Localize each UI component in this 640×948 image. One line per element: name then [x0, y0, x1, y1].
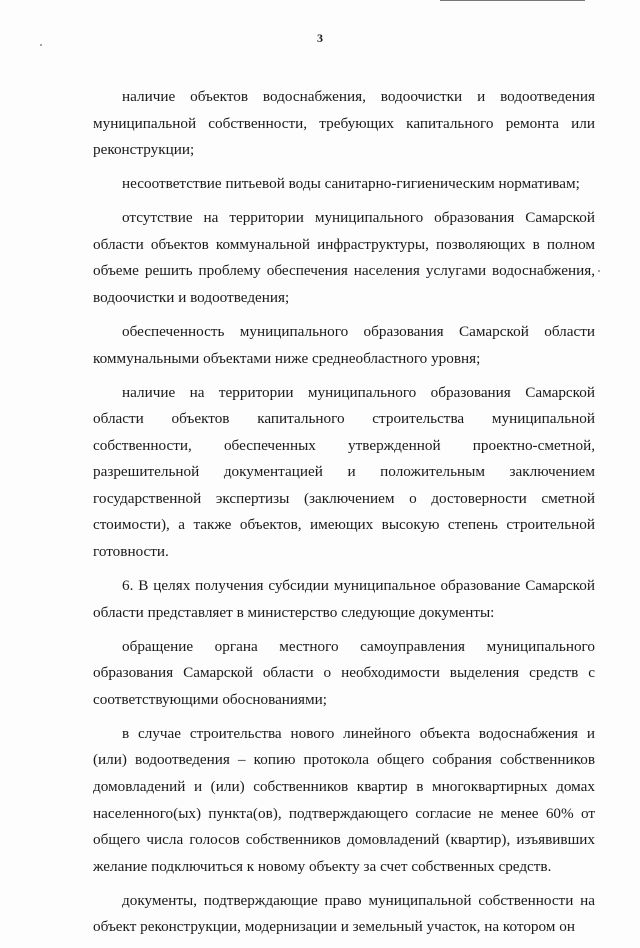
document-body — [93, 84, 595, 948]
page-number: 3 — [317, 31, 323, 45]
paragraph: несоответствие питьевой воды санитарно-гигиеническим нормативам; — [122, 175, 580, 193]
paragraph: документы, подтверждающие право муниципальной собственности на объект реконструкции, модернизации и земельный участок, на котором он — [93, 891, 595, 936]
paragraph: отсутствие на территории муниципального образования Самарской области объектов коммунальной инфраструктуры, позволяющих в полном объеме решить проблему обеспечения населения услугами водоснабжения, водоочистки и водоотведения; — [93, 209, 595, 306]
scan-speck — [598, 270, 600, 272]
paragraph: наличие объектов водоснабжения, водоочистки и водоотведения муниципальной собственности, требующих капитального ремонта или реконструкции; — [93, 88, 595, 159]
paragraph: наличие на территории муниципального образования Самарской области объектов капитального строительства муниципальной собственности, обеспеченных утвержденной проектно-сметной, разрешительной документацией и положительным заключением государственной экспертизы (заключением о достоверности сметной стоимости), а также объектов, имеющих высокую степень строительной готовности. — [93, 383, 595, 561]
scan-artifact-line — [440, 0, 585, 1]
paragraph: 6. В целях получения субсидии муниципальное образование Самарской области представляет в министерство следующие документы: — [93, 577, 595, 621]
paragraph: в случае строительства нового линейного объекта водоснабжения и (или) водоотведения – копию протокола общего собрания собственников домовладений и (или) собственников квартир в многоквартирных домах населенного(ых) пункта(ов), подтверждающего согласие не менее 60% от общего числа голосов собственников домовладений (квартир), изъявивших желание подключиться к новому объекту за счет собственных средств. — [93, 724, 595, 875]
paragraph: обеспеченность муниципального образования Самарской области коммунальными объектами ниже среднеобластного уровня; — [93, 322, 595, 367]
paragraph: обращение органа местного самоуправления муниципального образования Самарской области о необходимости выделения средств с соответствующими обоснованиями; — [93, 637, 595, 708]
